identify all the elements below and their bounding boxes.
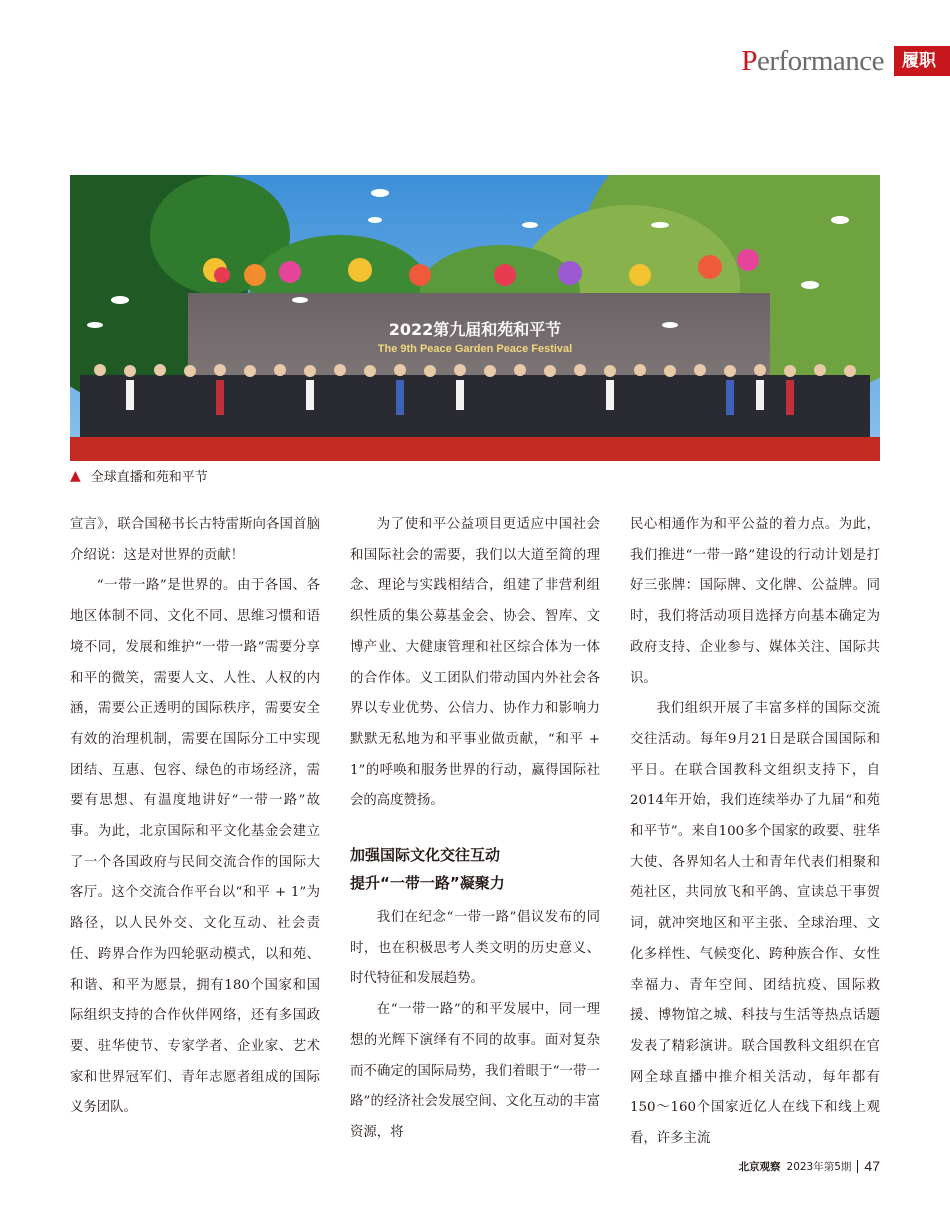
paragraph: 在“一带一路”的和平发展中，同一理想的光辉下演绎有不同的故事。面对复杂而不确定的国际局势，我们着眼于“一带一路”的经济社会发展空间、文化互动的丰富资源，将: [350, 1002, 600, 1140]
photo-caption-text: 全球直播和苑和平节: [90, 470, 208, 485]
paragraph: 我们在纪念“一带一路”倡议发布的同时，也在积极思考人类文明的历史意义、时代特征和发展趋势。: [350, 910, 600, 987]
article-column-1: [70, 510, 320, 1124]
paragraph: 我们组织开展了丰富多样的国际交流交往活动。每年9月21日是联合国国际和平日。在联合国教科文组织支持下，自2014年开始，我们连续举办了九届“和苑和平节”。来自100多个国家的政要、驻华大使、各界知名人士和青年代表们相聚和苑社区，共同放飞和平鸽、宣读总干事贺词，就冲突地区和平主张、全球治理、文化多样性、气候变化、跨种族合作、女性幸福力、青年空间、团结抗疫、国际救援、博物馆之城、科技与生活等热点话题发表了精彩演讲。联合国教科文组织在官网全球直播中推介相关活动，每年都有150～160个国家近亿人在线下和线上观看，许多主流: [630, 701, 880, 1147]
photo-caption: [70, 466, 208, 485]
page-footer: [739, 1158, 880, 1174]
article-column-2: [350, 510, 600, 1149]
section-title-initial: P: [741, 44, 757, 77]
section-title-cn: 履职: [894, 46, 950, 76]
magazine-name: 北京观察: [738, 1160, 781, 1173]
paragraph: 宣言》，联合国秘书长古特雷斯向各国首脑介绍说：这是对世界的贡献！: [70, 517, 320, 563]
event-photo-illustration: [70, 175, 880, 461]
section-header: [741, 44, 950, 78]
paragraph: “一带一路”是世界的。由于各国、各地区体制不同、文化不同、思维习惯和语境不同，发展和维护“一带一路”需要分享和平的微笑，需要人文、人性、人权的内涵，需要公正透明的国际秩序，需要安全有效的治理机制，需要在国际分工中实现团结、互惠、包容、绿色的市场经济，需要有思想、有温度地讲好“一带一路”故事。为此，北京国际和平文化基金会建立了一个各国政府与民间交流合作的国际大客厅。这个交流合作平台以“和平 + 1”为路径，以人民外交、文化互动、社会责任、跨界合作为四轮驱动模式，以和苑、和谐、和平为愿景，拥有180个国家和国际组织支持的合作伙伴网络，还有多国政要、驻华使节、专家学者、企业家、艺术家和世界冠军们、青年志愿者组成的国际义务团队。: [70, 578, 320, 1116]
section-title-en: [741, 45, 884, 78]
banner-subtitle: The 9th Peace Garden Peace Festival: [377, 343, 573, 355]
page-number: 47: [864, 1158, 880, 1174]
section-title-rest: erformance: [756, 44, 884, 77]
paragraph: 为了使和平公益项目更适应中国社会和国际社会的需要，我们以大道至简的理念、理论与实践相结合，组建了非营利组织性质的集公募基金会、协会、智库、文博产业、大健康管理和社区综合体为一体的合作体。义工团队们带动国内外社会各界以专业优势、公信力、协作力和影响力默默无私地为和平事业做贡献，“和平 + 1”的呼唤和服务世界的行动，赢得国际社会的高度赞扬。: [350, 517, 600, 809]
subheading-line-1: 加强国际文化交往互动: [350, 846, 501, 865]
triangle-icon: ▲: [70, 467, 81, 484]
section-subheading: [350, 841, 600, 897]
issue-label: 2023年第5期: [786, 1160, 852, 1173]
banner-title: 2022第九届和苑和平节: [388, 320, 562, 339]
paragraph: 民心相通作为和平公益的着力点。为此，我们推进“一带一路”建设的行动计划是打好三张牌：国际牌、文化牌、公益牌。同时，我们将活动项目选择方向基本确定为政府支持、企业参与、媒体关注、国际共识。: [630, 517, 880, 686]
subheading-line-2: 提升“一带一路”凝聚力: [350, 874, 505, 893]
footer-divider: [857, 1160, 858, 1173]
event-photo: [70, 175, 880, 461]
article-column-3: [630, 510, 880, 1155]
